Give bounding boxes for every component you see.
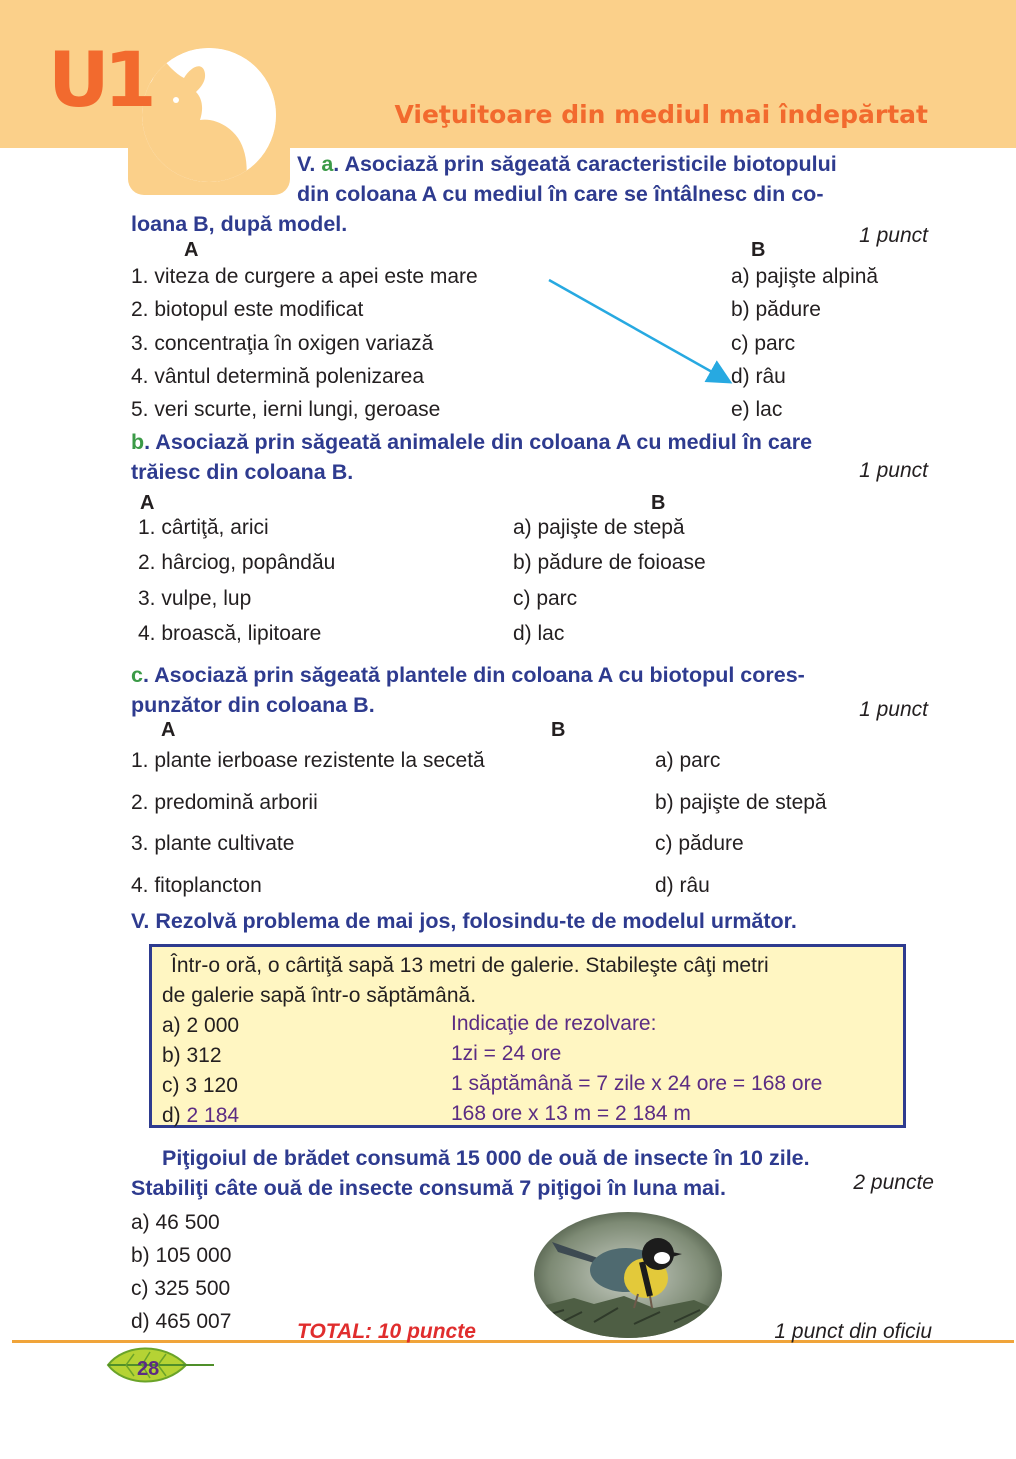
section-c-left-2: 2. predomină arborii: [131, 791, 318, 814]
model-box: [149, 944, 906, 1128]
section-a-right-b: b) pădure: [731, 298, 821, 321]
hint-line-1: 1zi = 24 ore: [451, 1042, 562, 1065]
task-option-b: b) 105 000: [131, 1244, 232, 1267]
section-b-letter: b: [131, 430, 145, 454]
task-points: 2 puncte: [853, 1171, 934, 1194]
section-a-letter: a: [321, 152, 334, 176]
model-text-line2: de galerie sapă într-o săptămână.: [162, 984, 477, 1007]
task-option-c: c) 325 500: [131, 1277, 231, 1300]
section-a-prompt-line2: din coloana A cu mediul în care se întâlnesc din co-: [297, 182, 824, 206]
section-b-right-b: b) pădure de foioase: [513, 551, 706, 574]
task-option-d: d) 465 007: [131, 1310, 232, 1333]
section-b-right-a: a) pajişte de stepă: [513, 516, 685, 539]
model-option-d-value: 2 184: [186, 1104, 240, 1127]
section-c-right-a: a) parc: [655, 749, 721, 772]
section-a-right-e: e) lac: [731, 398, 783, 421]
task-option-a: a) 46 500: [131, 1211, 220, 1234]
section-b-prompt-line2: trăiesc din coloana B.: [131, 460, 354, 484]
section-b-left-1: 1. cârtiţă, arici: [138, 516, 269, 539]
section-b-left-4: 4. broască, lipitoare: [138, 622, 322, 645]
model-option-d: d) 2 184: [162, 1104, 240, 1127]
section-b-right-d: d) lac: [513, 622, 565, 645]
hint-line-3: 168 ore x 13 m = 2 184 m: [451, 1102, 691, 1125]
section-a-col-a: A: [184, 239, 199, 261]
section-c-left-3: 3. plante cultivate: [131, 832, 295, 855]
section-a-left-4: 4. vântul determină polenizarea: [131, 365, 425, 388]
model-option-c: c) 3 120: [162, 1074, 238, 1097]
section-b-points: 1 punct: [859, 459, 928, 482]
section-a-left-1: 1. viteza de curgere a apei este mare: [131, 265, 478, 288]
section-c-left-4: 4. fitoplancton: [131, 874, 262, 897]
unit-label: U1: [48, 35, 151, 124]
section-c-prompt-line2: punzător din coloana B.: [131, 693, 375, 717]
page-number: 28: [137, 1358, 160, 1380]
model-option-b: b) 312: [162, 1044, 222, 1067]
section-b-col-b: B: [651, 492, 666, 514]
section-c-letter: c: [131, 663, 143, 687]
section-c-col-a: A: [161, 719, 176, 741]
problem-heading: V. Rezolvă problema de mai jos, folosindu-te de modelul următor.: [131, 909, 797, 933]
section-a-col-b: B: [751, 239, 766, 261]
task-line2: Stabiliţi câte ouă de insecte consumă 7 piţigoi în luna mai.: [131, 1176, 726, 1200]
section-a-prompt-line3: loana B, după model.: [131, 212, 348, 236]
page-title: Vieţuitoare din mediul mai îndepărtat: [394, 100, 928, 129]
section-a-right-a: a) pajişte alpină: [731, 265, 879, 288]
oficiu-note: 1 punct din oficiu: [774, 1320, 932, 1343]
section-b-col-a: A: [140, 492, 155, 514]
model-arrow: [0, 0, 1016, 450]
section-a-left-3: 3. concentraţia în oxigen variază: [131, 332, 434, 355]
section-c-right-d: d) râu: [655, 874, 710, 897]
section-a-right-d: d) râu: [731, 365, 786, 388]
section-c-points: 1 punct: [859, 698, 928, 721]
section-a-right-c: c) parc: [731, 332, 796, 355]
section-c-right-c: c) pădure: [655, 832, 744, 855]
great-tit-bird-image: [534, 1212, 722, 1338]
section-a-points: 1 punct: [859, 224, 928, 247]
task-line1: Piţigoiul de brădet consumă 15 000 de ouă de insecte în 10 zile.: [162, 1146, 810, 1170]
hint-title: Indicaţie de rezolvare:: [451, 1012, 657, 1035]
model-option-a: a) 2 000: [162, 1014, 240, 1037]
section-c-col-b: B: [551, 719, 566, 741]
section-a-left-5: 5. veri scurte, ierni lungi, geroase: [131, 398, 441, 421]
section-c-prompt-line1: c. Asociază prin săgeată plantele din coloana A cu biotopul cores-: [131, 663, 805, 687]
section-a-left-2: 2. biotopul este modificat: [131, 298, 364, 321]
section-c-right-b: b) pajişte de stepă: [655, 791, 827, 814]
section-b-prompt-line1: b. Asociază prin săgeată animalele din coloana A cu mediul în care: [131, 430, 813, 454]
section-b-left-3: 3. vulpe, lup: [138, 587, 252, 610]
total-score: TOTAL: 10 puncte: [297, 1320, 476, 1343]
section-b-right-c: c) parc: [513, 587, 578, 610]
model-text-line1: Într-o oră, o cârtiţă sapă 13 metri de galerie. Stabileşte câţi metri: [171, 954, 769, 977]
section-c-left-1: 1. plante ierboase rezistente la secetă: [131, 749, 485, 772]
leaf-icon: [104, 1342, 216, 1388]
section-a-prompt-line1: V. a. Asociază prin săgeată caracteristicile biotopului: [297, 152, 837, 176]
hint-line-2: 1 săptămână = 7 zile x 24 ore = 168 ore: [451, 1072, 823, 1095]
section-b-left-2: 2. hârciog, popândău: [138, 551, 336, 574]
